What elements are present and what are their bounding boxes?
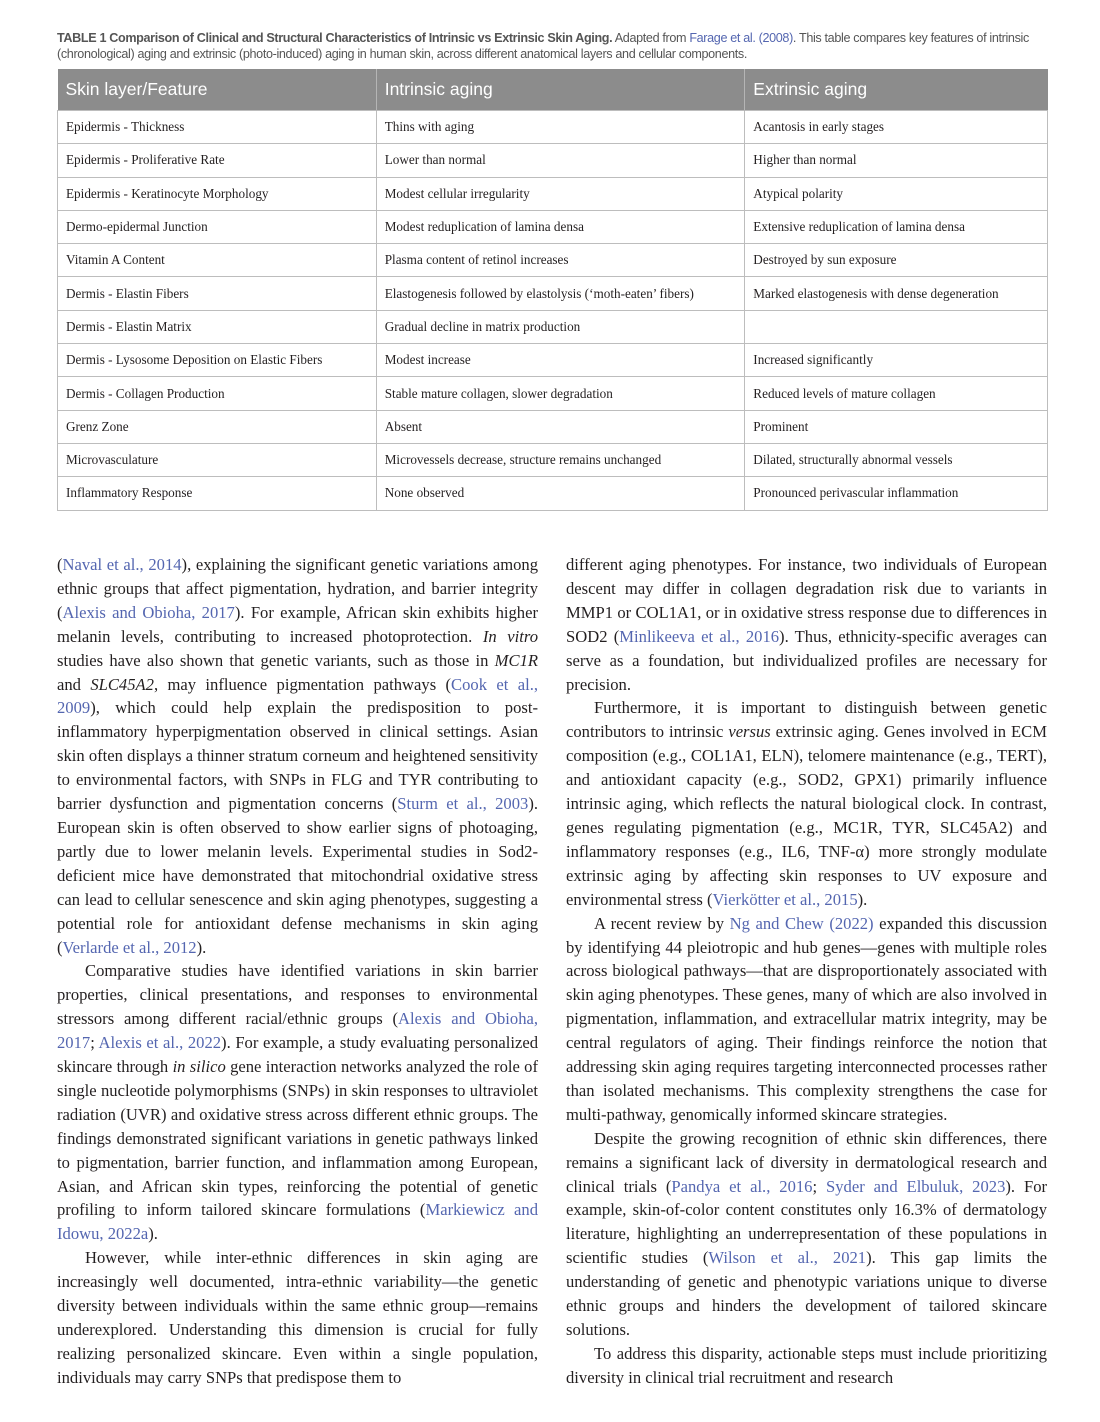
body-text: studies have also shown that genetic variants, such as those in <box>57 650 495 670</box>
body-text: ). <box>196 937 207 957</box>
table-cell: Marked elastogenesis with dense degeneration <box>745 277 1048 310</box>
citation-link[interactable]: Farage et al. (2008) <box>689 31 793 45</box>
column-header: Intrinsic aging <box>376 69 745 111</box>
body-text: ), which could help explain the predisposition to post-inflammatory hyperpigmentation observed in clinical settings. Asian skin often displays a thinner stratum corneum and heightened sensitivity to environmental factors, with SNPs in FLG and TYR contributing to barrier dysfunction and pigmentation concerns ( <box>57 698 538 814</box>
citation-link[interactable]: Naval et al., 2014 <box>62 555 182 574</box>
table-cell: Dermis - Elastin Matrix <box>58 310 377 343</box>
table-cell: Grenz Zone <box>58 410 377 443</box>
italic-text: In vitro <box>482 626 538 646</box>
citation-link[interactable]: Vierkötter et al., 2015 <box>712 889 858 909</box>
body-text: A recent review by <box>594 913 730 933</box>
table-cell: Reduced levels of mature collagen <box>745 377 1048 410</box>
body-text: ). European skin is often observed to show earlier signs of photoaging, partly due to lower melanin levels. Experimental studies in Sod2-deficient mice have demonstrated that mitochondrial oxidative stress can lead to cellular senescence and skin aging phenotypes, suggesting a potential role for antioxidant defense mechanisms in skin aging ( <box>57 794 539 957</box>
table-row <box>58 477 1048 510</box>
italic-text: versus <box>728 722 771 742</box>
body-text: ). <box>857 889 868 909</box>
table-cell: None observed <box>376 477 745 510</box>
body-text: and <box>57 674 91 694</box>
table-cell: Increased significantly <box>745 344 1048 377</box>
table-title: Comparison of Clinical and Structural Characteristics of Intrinsic vs Extrinsic Skin Aging. <box>106 31 613 45</box>
body-text: Despite the growing recognition of ethnic skin differences, there remains a significant lack of diversity in dermatological research and clinical trials ( <box>566 1128 1047 1196</box>
paragraph <box>566 696 1047 911</box>
table-cell: Absent <box>376 410 745 443</box>
table-cell: Dermis - Lysosome Deposition on Elastic Fibers <box>58 344 377 377</box>
body-text: ; <box>90 1033 99 1053</box>
comparison-table <box>57 69 1048 511</box>
body-text: ), explaining the significant genetic variations among ethnic groups that affect pigmentation, hydration, and barrier integrity ( <box>57 555 538 622</box>
column-header: Skin layer/Feature <box>58 69 377 111</box>
table-cell: Higher than normal <box>745 144 1048 177</box>
body-text: different aging phenotypes. For instance, two individuals of European descent may differ in collagen degradation risk due to variants in MMP1 or COL1A1, or in oxidative stress response due to differences in SOD2 ( <box>566 555 1047 646</box>
body-text: ). For example, African skin exhibits higher melanin levels, contributing to increased photoprotection. <box>57 602 538 646</box>
table-cell: Dermis - Elastin Fibers <box>58 277 377 310</box>
table-caption <box>57 31 1052 62</box>
table-cell: Vitamin A Content <box>58 244 377 277</box>
table-cell: Prominent <box>745 410 1048 443</box>
body-text: ; <box>812 1176 827 1196</box>
column-header: Extrinsic aging <box>745 69 1048 111</box>
citation-link[interactable]: Wilson et al., 2021 <box>708 1248 867 1268</box>
table-cell: Gradual decline in matrix production <box>376 310 745 343</box>
paragraph <box>57 959 538 1246</box>
table-cell: Epidermis - Proliferative Rate <box>58 144 377 177</box>
table-cell: Stable mature collagen, slower degradation <box>376 377 745 410</box>
body-column-left <box>57 553 538 1390</box>
table-header-row <box>58 69 1048 111</box>
table-row <box>58 111 1048 144</box>
body-text: However, while inter-ethnic differences in skin aging are increasingly well documented, intra-ethnic variability—the genetic diversity between individuals within the same ethnic group—remains underexplored. Understanding this dimension is crucial for fully realizing personalized skincare. Even within a single population, individuals may carry SNPs that predispose them to <box>57 1248 538 1387</box>
table-row <box>58 377 1048 410</box>
table-cell: Microvessels decrease, structure remains unchanged <box>376 443 745 476</box>
table-cell: Epidermis - Thickness <box>58 111 377 144</box>
citation-link[interactable]: Sturm et al., 2003 <box>397 794 529 814</box>
table-row <box>58 177 1048 210</box>
citation-link[interactable]: Cook et al., 2009 <box>57 674 538 718</box>
table-cell: Elastogenesis followed by elastolysis (‘moth-eaten’ fibers) <box>376 277 745 310</box>
table-cell: Plasma content of retinol increases <box>376 244 745 277</box>
paragraph <box>566 1342 1047 1390</box>
table-row <box>58 443 1048 476</box>
table-cell: Modest reduplication of lamina densa <box>376 210 745 243</box>
paragraph <box>57 553 538 959</box>
citation-link[interactable]: Syder and Elbuluk, 2023 <box>826 1176 1006 1196</box>
table-cell: Dermis - Collagen Production <box>58 377 377 410</box>
table-cell: Pronounced perivascular inflammation <box>745 477 1048 510</box>
citation-link[interactable]: Alexis et al., 2022 <box>98 1033 222 1053</box>
table-cell: Destroyed by sun exposure <box>745 244 1048 277</box>
body-text: ). <box>148 1224 158 1244</box>
citation-link[interactable]: Alexis and Obioha, 2017 <box>62 602 235 622</box>
table-cell: Epidermis - Keratinocyte Morphology <box>58 177 377 210</box>
body-text: ). For example, skin-of-color content constitutes only 16.3% of dermatology literature, highlighting an underrepresentation of these populations in scientific studies ( <box>566 1176 1048 1268</box>
table-cell: Extensive reduplication of lamina densa <box>745 210 1048 243</box>
table-label: TABLE 1 <box>57 31 107 45</box>
body-column-right <box>566 553 1047 1390</box>
table-cell: Lower than normal <box>376 144 745 177</box>
table-cell: Modest cellular irregularity <box>376 177 745 210</box>
table-cell <box>745 310 1048 343</box>
citation-link[interactable]: Minlikeeva et al., 2016 <box>619 626 780 646</box>
citation-link[interactable]: Markiewicz and Idowu, 2022a <box>57 1200 538 1244</box>
caption-text: Adapted from <box>612 31 690 45</box>
citation-link[interactable]: Pandya et al., 2016 <box>671 1176 813 1196</box>
paragraph <box>57 1246 538 1389</box>
body-text: ). This gap limits the understanding of genetic and phenotypic variations unique to diverse ethnic groups and hinders the development of tailored skincare solutions. <box>566 1248 1047 1339</box>
paragraph <box>566 1127 1047 1342</box>
table-cell: Dilated, structurally abnormal vessels <box>745 443 1048 476</box>
caption-text: . This table compares key features of intrinsic (chronological) aging and extrinsic (photo-induced) aging in human skin, across different anatomical layers and cellular components. <box>57 31 1029 61</box>
table-row <box>58 310 1048 343</box>
body-text: , may influence pigmentation pathways ( <box>153 674 452 694</box>
paragraph <box>566 553 1047 696</box>
table-cell: Atypical polarity <box>745 177 1048 210</box>
body-text: ). For example, a study evaluating personalized skincare through <box>57 1033 538 1077</box>
table-cell: Thins with aging <box>376 111 745 144</box>
table-row <box>58 244 1048 277</box>
italic-text: in silico <box>172 1057 226 1077</box>
table-row <box>58 277 1048 310</box>
body-text: gene interaction networks analyzed the role of single nucleotide polymorphisms (SNPs) in skin responses to ultraviolet radiation (UVR) and oxidative stress across different ethnic groups. The findings demonstrated significant variations in genetic pathways linked to pigmentation, barrier function, and inflammation among European, Asian, and African skin types, reinforcing the potential of genetic profiling to inform tailored skincare formulations ( <box>57 1057 538 1220</box>
table-row <box>58 410 1048 443</box>
paragraph <box>566 912 1047 1127</box>
table-cell: Dermo-epidermal Junction <box>58 210 377 243</box>
table-cell: Acantosis in early stages <box>745 111 1048 144</box>
table-cell: Modest increase <box>376 344 745 377</box>
table-row <box>58 144 1048 177</box>
citation-link[interactable]: Alexis and Obioha, 2017 <box>57 1009 539 1053</box>
italic-text: MC1R <box>494 650 538 670</box>
table-row <box>58 210 1048 243</box>
table-cell: Microvasculature <box>58 443 377 476</box>
body-text: ( <box>57 555 63 574</box>
table-row <box>58 344 1048 377</box>
body-text: Furthermore, it is important to distinguish between genetic contributors to intrinsic <box>566 698 1047 742</box>
body-text: ). Thus, ethnicity-specific averages can serve as a foundation, but individualized profiles are necessary for precision. <box>566 626 1048 694</box>
body-text: expanded this discussion by identifying 44 pleiotropic and hub genes—genes with multiple roles across biological pathways—that are disproportionately associated with skin aging phenotypes. These genes, many of which are also involved in pigmentation, inflammation, and extracellular matrix integrity, may be central regulators of aging. Their findings reinforce the notion that addressing skin aging requires targeting interconnected processes rather than isolated mechanisms. This complexity strengthens the case for multi-pathway, genomically informed skincare strategies. <box>566 913 1047 1124</box>
citation-link[interactable]: Verlarde et al., 2012 <box>62 937 197 957</box>
body-text: Comparative studies have identified variations in skin barrier properties, clinical presentations, and responses to environmental stressors among different racial/ethnic groups ( <box>57 961 538 1029</box>
body-text: To address this disparity, actionable steps must include prioritizing diversity in clinical trial recruitment and research <box>566 1343 1047 1387</box>
italic-text: SLC45A2 <box>90 674 154 694</box>
body-text: extrinsic aging. Genes involved in ECM composition (e.g., COL1A1, ELN), telomere maintenance (e.g., TERT), and antioxidant capacity (e.g., SOD2, GPX1) primarily influence intrinsic aging, which reflects the natural biological clock. In contrast, genes regulating pigmentation (e.g., MC1R, TYR, SLC45A2) and inflammatory responses (e.g., IL6, TNF-α) more strongly modulate extrinsic aging by affecting skin responses to UV exposure and environmental stress ( <box>566 722 1047 909</box>
table-cell: Inflammatory Response <box>58 477 377 510</box>
citation-link[interactable]: Ng and Chew (2022) <box>729 913 874 933</box>
